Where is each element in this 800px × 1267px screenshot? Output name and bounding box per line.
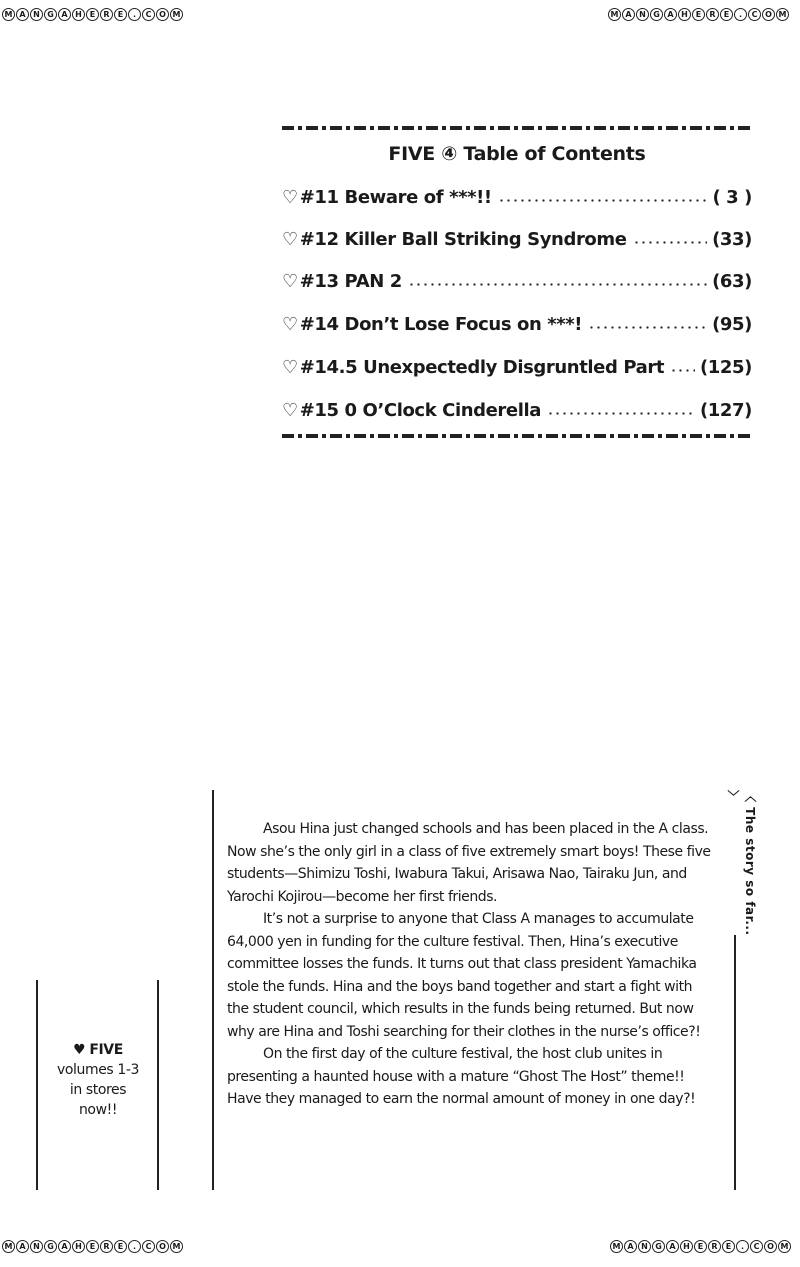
watermark-letter: .	[128, 8, 141, 21]
watermark-top-left	[2, 8, 183, 21]
toc-entry-label: #12 Killer Ball Striking Syndrome	[299, 229, 627, 250]
watermark-letter: A	[624, 1240, 637, 1253]
watermark-letter: M	[2, 1240, 15, 1253]
watermark-letter: E	[114, 8, 127, 21]
promo-series-name: FIVE	[89, 1042, 123, 1058]
watermark-letter: O	[156, 1240, 169, 1253]
watermark-letter: G	[44, 8, 57, 21]
watermark-letter: G	[652, 1240, 665, 1253]
watermark-letter: A	[622, 8, 635, 21]
watermark-letter: E	[722, 1240, 735, 1253]
watermark-letter: C	[142, 1240, 155, 1253]
toc-entry-page: (63)	[712, 271, 752, 292]
toc-entry-label: #13 PAN 2	[299, 271, 402, 292]
story-right-rule	[734, 935, 736, 1190]
heart-icon: ♥	[73, 1042, 86, 1058]
watermark-letter: M	[2, 8, 15, 21]
watermark-letter: M	[778, 1240, 791, 1253]
watermark-top-right	[608, 8, 789, 21]
watermark-letter: A	[58, 8, 71, 21]
watermark-letter: A	[664, 8, 677, 21]
watermark-letter: C	[748, 8, 761, 21]
heart-outline-icon: ♡	[282, 400, 298, 421]
watermark-letter: E	[694, 1240, 707, 1253]
watermark-letter: E	[86, 8, 99, 21]
watermark-letter: G	[44, 1240, 57, 1253]
toc-leader-dots	[633, 241, 708, 244]
watermark-letter: A	[58, 1240, 71, 1253]
heart-outline-icon: ♡	[282, 229, 298, 250]
toc-entry-label: #14.5 Unexpectedly Disgruntled Part	[299, 357, 665, 378]
story-so-far-text	[227, 818, 717, 1111]
watermark-letter: A	[16, 1240, 29, 1253]
toc-top-rule	[282, 126, 752, 130]
toc-bottom-rule	[282, 434, 752, 438]
watermark-bottom-left	[2, 1240, 183, 1253]
watermark-letter: E	[86, 1240, 99, 1253]
watermark-letter: E	[692, 8, 705, 21]
watermark-letter: R	[708, 1240, 721, 1253]
heart-outline-icon: ♡	[282, 271, 298, 292]
watermark-letter: H	[680, 1240, 693, 1253]
promo-frame-left	[36, 980, 38, 1190]
toc-entry-label: #14 Don’t Lose Focus on ***!	[299, 314, 583, 335]
toc-entry-page: (33)	[712, 229, 752, 250]
toc-leader-dots	[547, 412, 695, 415]
watermark-letter: N	[638, 1240, 651, 1253]
story-paragraph: On the first day of the culture festival, the host club unites in presenting a haunted house with a mature “Ghost The Host” theme!! Have they managed to earn the normal amount of money in one day?!	[227, 1046, 696, 1107]
watermark-letter: N	[30, 8, 43, 21]
watermark-letter: O	[156, 8, 169, 21]
toc-entry-label: #15 0 O’Clock Cinderella	[299, 400, 541, 421]
story-paragraph: It’s not a surprise to anyone that Class A manages to accumulate 64,000 yen in funding for the culture festival. Then, Hina’s executive committee losses the funds. It turns out that class president Yamachika stole the funds. Hina and the boys band together and start a fight with the student council, which results in the funds being returned. But now why are Hina and Toshi searching for their clothes in the nurse’s office?!	[227, 911, 701, 1040]
toc-entry	[282, 180, 752, 208]
toc-leader-dots	[588, 326, 707, 329]
toc-entry	[282, 350, 752, 378]
toc-entry-page: (125)	[699, 357, 752, 378]
watermark-letter: .	[734, 8, 747, 21]
toc-entry	[282, 264, 752, 292]
heart-outline-icon: ♡	[282, 357, 298, 378]
watermark-letter: R	[706, 8, 719, 21]
toc-entry-page: (127)	[699, 400, 752, 421]
watermark-bottom-right	[610, 1240, 791, 1253]
watermark-letter: M	[170, 8, 183, 21]
toc-entry	[282, 393, 752, 421]
watermark-letter: R	[100, 1240, 113, 1253]
watermark-letter: O	[764, 1240, 777, 1253]
toc-entry	[282, 222, 752, 250]
toc-entry-label: #11 Beware of ***!!	[299, 187, 492, 208]
toc-leader-dots	[408, 283, 707, 286]
promo-line: now!!	[78, 1102, 118, 1118]
watermark-letter: M	[776, 8, 789, 21]
watermark-letter: E	[114, 1240, 127, 1253]
watermark-letter: H	[72, 8, 85, 21]
toc-entry-page: (95)	[712, 314, 752, 335]
promo-line: volumes 1-3	[56, 1062, 140, 1078]
story-left-rule	[212, 790, 214, 1190]
story-so-far-label: 〈 The story so far... 〉	[726, 790, 757, 936]
toc-title: FIVE ④ Table of Contents	[388, 143, 646, 165]
watermark-letter: H	[72, 1240, 85, 1253]
toc-leader-dots	[670, 369, 695, 372]
watermark-letter: C	[750, 1240, 763, 1253]
toc-entry	[282, 307, 752, 335]
watermark-letter: C	[142, 8, 155, 21]
watermark-letter: H	[678, 8, 691, 21]
promo-frame-right	[157, 980, 159, 1190]
watermark-letter: M	[170, 1240, 183, 1253]
watermark-letter: .	[128, 1240, 141, 1253]
watermark-letter: A	[16, 8, 29, 21]
volumes-promo	[42, 1040, 154, 1120]
story-paragraph: Asou Hina just changed schools and has been placed in the A class. Now she’s the only girl in a class of five extremely smart boys! These five students—Shimizu Toshi, Iwabura Takui, Arisawa Nao, Tairaku Jun, and Yarochi Kojirou—become her first friends.	[227, 821, 711, 905]
promo-line: in stores	[69, 1082, 127, 1098]
watermark-letter: E	[720, 8, 733, 21]
watermark-letter: M	[608, 8, 621, 21]
watermark-letter: G	[650, 8, 663, 21]
watermark-letter: O	[762, 8, 775, 21]
watermark-letter: N	[636, 8, 649, 21]
watermark-letter: N	[30, 1240, 43, 1253]
watermark-letter: .	[736, 1240, 749, 1253]
toc-entry-page: ( 3 )	[712, 187, 752, 208]
watermark-letter: A	[666, 1240, 679, 1253]
toc-leader-dots	[498, 199, 708, 202]
watermark-letter: M	[610, 1240, 623, 1253]
watermark-letter: R	[100, 8, 113, 21]
heart-outline-icon: ♡	[282, 314, 298, 335]
heart-outline-icon: ♡	[282, 187, 298, 208]
